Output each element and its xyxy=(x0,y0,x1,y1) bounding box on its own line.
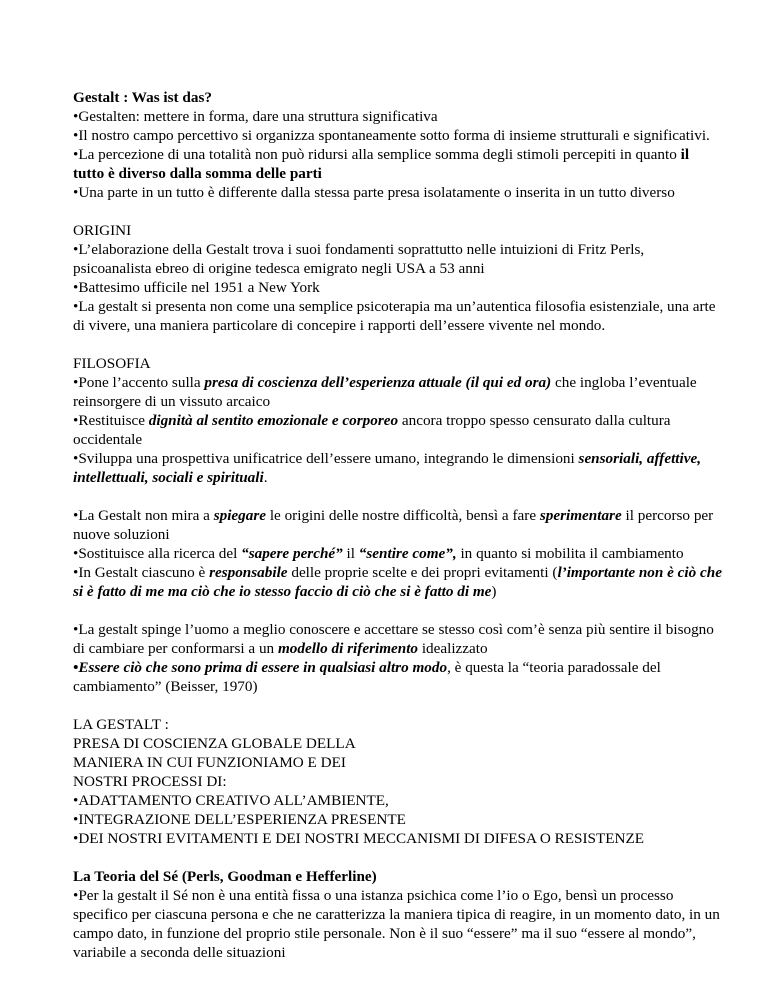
la-gestalt-line-2: PRESA DI COSCIENZA GLOBALE DELLA xyxy=(73,735,356,752)
origini-point-2: •Battesimo ufficile nel 1951 a New York xyxy=(73,279,320,296)
gestalt-point-1: •Gestalten: mettere in forma, dare una struttura significativa xyxy=(73,108,438,125)
la-gestalt-bullet-3: •DEI NOSTRI EVITAMENTI E DEI NOSTRI MECCANISMI DI DIFESA O RESISTENZE xyxy=(73,830,645,847)
section-title-gestalt: Gestalt : Was ist das? xyxy=(73,89,212,106)
filosofia-point-2: •Restituisce dignità al sentito emozionale e corporeo ancora troppo spesso censurato dalla cultura occidentale xyxy=(73,412,671,448)
gestalt-point-2: •Il nostro campo percettivo si organizza spontaneamente sotto forma di insieme strutturali e significativi. xyxy=(73,127,710,144)
document-body xyxy=(73,88,723,962)
la-gestalt-bullet-1: •ADATTAMENTO CREATIVO ALL’AMBIENTE, xyxy=(73,792,389,809)
metodo-point-2: •Sostituisce alla ricerca del “sapere perché” il “sentire come”, in quanto si mobilita il cambiamento xyxy=(73,545,684,562)
la-gestalt-heading: LA GESTALT : xyxy=(73,716,169,733)
metodo-point-1: •La Gestalt non mira a spiegare le origini delle nostre difficoltà, bensì a fare sperimentare il percorso per nuove soluzioni xyxy=(73,507,714,543)
origini-point-3: •La gestalt si presenta non come una semplice psicoterapia ma un’autentica filosofia esistenziale, una arte di vivere, una maniera particolare di concepire i rapporti dell’essere vivente nel mondo. xyxy=(73,298,716,334)
teoria-del-se-point-1: •Per la gestalt il Sé non è una entità fissa o una istanza psichica come l’io o Ego, bensì un processo specifico per ciascuna persona e che ne caratterizza la maniera tipica di reagire, in un momento dato, in un campo dato, in funzione del proprio stile personale. Non è il suo “essere” ma il suo “essere al mondo”, variabile a seconda delle situazioni xyxy=(73,887,720,961)
gestalt-point-4: •Una parte in un tutto è differente dalla stessa parte presa isolatamente o inserita in un tutto diverso xyxy=(73,184,675,201)
filosofia-point-3: •Sviluppa una prospettiva unificatrice dell’essere umano, integrando le dimensioni sensoriali, affettive, intellettuali, sociali e spirituali. xyxy=(73,450,702,486)
section-title-origini: ORIGINI xyxy=(73,222,132,239)
origini-point-1: •L’elaborazione della Gestalt trova i suoi fondamenti soprattutto nelle intuizioni di Fritz Perls, psicoanalista ebreo di origine tedesca emigrato negli USA a 53 anni xyxy=(73,241,645,277)
filosofia-point-1: •Pone l’accento sulla presa di coscienza dell’esperienza attuale (il qui ed ora) che ingloba l’eventuale reinsorgere di un vissuto arcaico xyxy=(73,374,697,410)
section-title-teoria-del-se: La Teoria del Sé (Perls, Goodman e Hefferline) xyxy=(73,868,377,885)
la-gestalt-bullet-2: •INTEGRAZIONE DELL’ESPERIENZA PRESENTE xyxy=(73,811,406,828)
la-gestalt-line-3: MANIERA IN CUI FUNZIONIAMO E DEI xyxy=(73,754,346,771)
metodo-point-3: •In Gestalt ciascuno è responsabile delle proprie scelte e dei propri evitamenti (l’importante non è ciò che si è fatto di me ma ciò che io stesso faccio di ciò che si è fatto di me) xyxy=(73,564,722,600)
gestalt-point-3: •La percezione di una totalità non può ridursi alla semplice somma degli stimoli percepiti in quanto il tutto è diverso dalla somma delle parti xyxy=(73,146,690,182)
cambiamento-point-1: •La gestalt spinge l’uomo a meglio conoscere e accettare se stesso così com’è senza più sentire il bisogno di cambiare per conformarsi a un modello di riferimento idealizzato xyxy=(73,621,714,657)
la-gestalt-line-4: NOSTRI PROCESSI DI: xyxy=(73,773,227,790)
section-title-filosofia: FILOSOFIA xyxy=(73,355,151,372)
cambiamento-point-2: •Essere ciò che sono prima di essere in qualsiasi altro modo, è questa la “teoria paradossale del cambiamento” (Beisser, 1970) xyxy=(73,659,661,695)
